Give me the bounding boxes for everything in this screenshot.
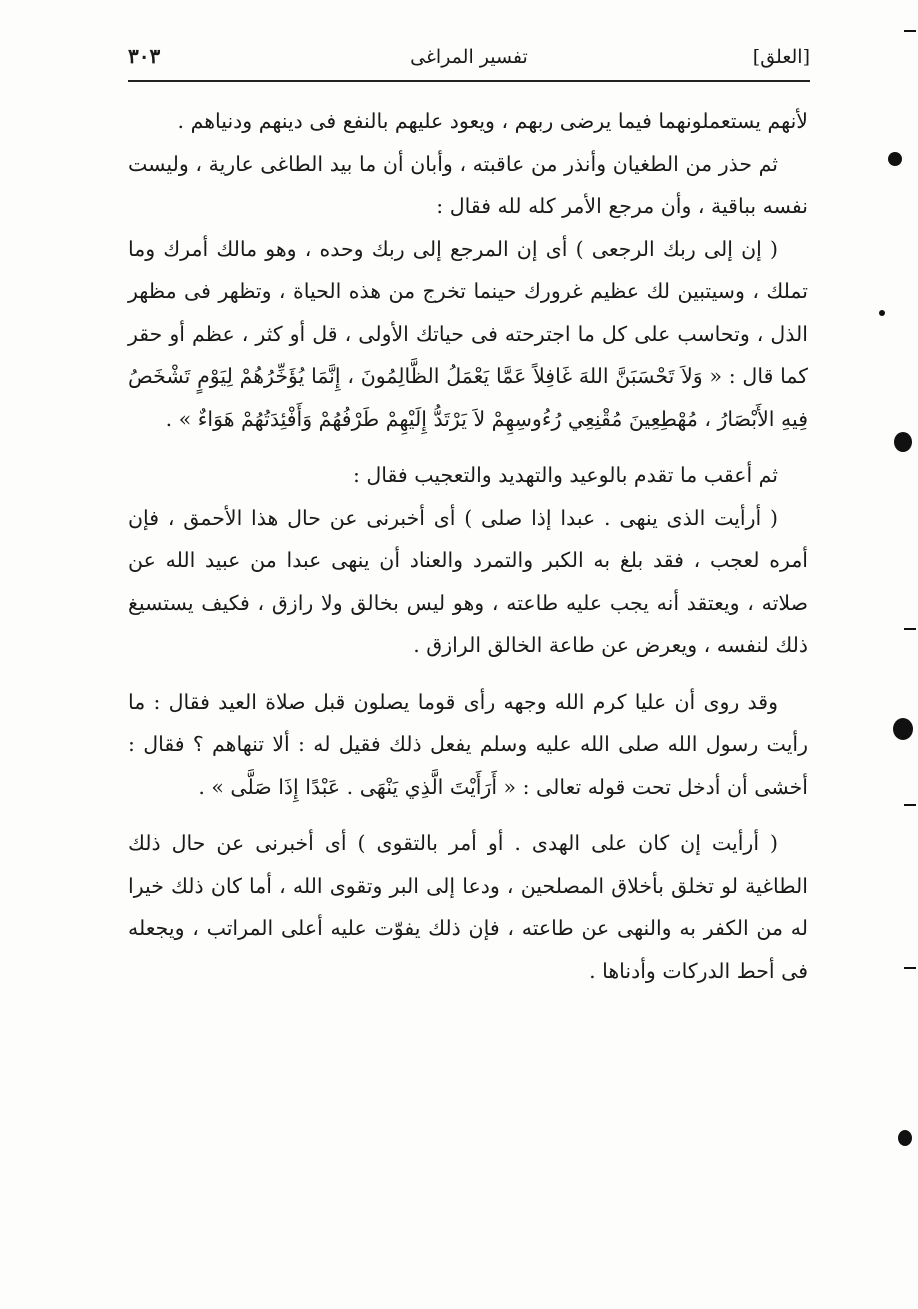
scan-speck: [904, 804, 916, 806]
header-divider: [128, 80, 810, 82]
scan-speck: [888, 152, 902, 166]
scan-speck: [904, 967, 916, 969]
book-title: تفسير المراغى: [410, 46, 528, 68]
paragraph-3: ( إن إلى ربك الرجعى ) أى إن المرجع إلى ربك وحده ، وهو مالك أمرك وما تملك ، وسيتبين لك عظيم غرورك حينما تخرج من هذه الحياة ، وتظهر فى مظهر الذل ، وتحاسب على كل ما اجترحته فى حياتك الأولى ، قل أو كثر ، عظم أو حقر كما قال : « وَلاَ تَحْسَبَنَّ اللهَ غَافِلاً عَمَّا يَعْمَلُ الظَّالِمُونَ ، إِنَّمَا يُؤَخِّرُهُمْ لِيَوْمٍ تَشْخَصُ فِيهِ الأَبْصَارُ ، مُهْطِعِينَ مُقْنِعِي رُءُوسِهِمْ لاَ يَرْتَدُّ إِلَيْهِمْ طَرْفُهُمْ وَأَفْئِدَتُهُمْ هَوَاءٌ » .: [128, 236, 808, 431]
paragraph-5: ( أرأيت الذى ينهى . عبدا إذا صلى ) أى أخبرنى عن حال هذا الأحمق ، فإن أمره لعجب ، فقد بلغ به الكبر والتمرد والعناد أن ينهى عبدا من عبيد الله عن صلاته ، ويعتقد أنه يجب عليه طاعته ، وهو ليس بخالق ولا رازق ، فكيف يستسيغ ذلك لنفسه ، ويعرض عن طاعة الخالق الرازق .: [128, 505, 808, 657]
scan-speck: [904, 628, 916, 630]
page-number: ٣٠٣: [128, 44, 161, 68]
scan-speck: [893, 718, 913, 740]
chapter-label: [العلق]: [752, 46, 810, 68]
paragraph-2: ثم حذر من الطغيان وأنذر من عاقبته ، وأبان أن ما بيد الطاغى عارية ، وليست نفسه بباقية ، وأن مرجع الأمر كله لله فقال :: [128, 151, 808, 218]
scan-speck: [898, 1130, 912, 1146]
scan-speck: [879, 310, 885, 316]
scan-speck: [904, 30, 916, 32]
page-body: [128, 100, 808, 992]
scan-speck: [894, 432, 912, 452]
running-header: [128, 38, 810, 78]
paragraph-6: وقد روى أن عليا كرم الله وجهه رأى قوما يصلون قبل صلاة العيد فقال : ما رأيت رسول الله صلى الله عليه وسلم يفعل ذلك فقيل له : ألا تنهاهم ؟ فقال : أخشى أن أدخل تحت قوله تعالى : « أَرَأَيْتَ الَّذِي يَنْهَى . عَبْدًا إِذَا صَلَّى » .: [128, 689, 808, 799]
paragraph-7: ( أرأيت إن كان على الهدى . أو أمر بالتقوى ) أى أخبرنى عن حال ذلك الطاغية لو تخلق بأخلاق المصلحين ، ودعا إلى البر وتقوى الله ، أما كان ذلك خيرا له من الكفر به والنهى عن طاعته ، فإن ذلك يفوّت عليه أعلى المراتب ، ويجعله فى أحط الدركات وأدناها .: [128, 831, 808, 983]
paragraph-1: لأنهم يستعملونهما فيما يرضى ربهم ، ويعود عليهم بالنفع فى دينهم ودنياهم .: [177, 109, 808, 133]
paragraph-4: ثم أعقب ما تقدم بالوعيد والتهديد والتعجيب فقال :: [352, 463, 778, 487]
